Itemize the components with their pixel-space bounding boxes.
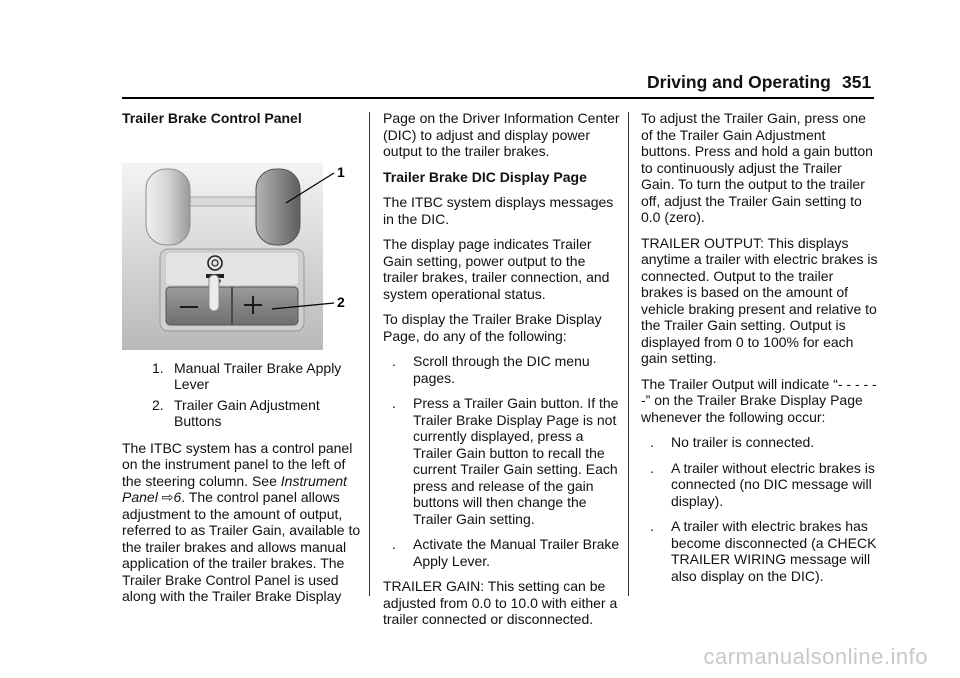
paragraph: The display page indicates Trailer Gain setting, power output to the trailer brakes, trailer connection, and system operational status. [383,236,610,302]
paragraph: To display the Trailer Brake Display Page, do any of the following: [383,311,602,344]
watermark: carmanualsonline.info [703,644,928,669]
bullet-item: . Activate the Manual Trailer Brake Apply Lever. [392,536,620,569]
section-heading: Trailer Brake Control Panel [122,110,302,126]
paragraph: TRAILER OUTPUT: This displays anytime a trailer with electric brakes is connected. Output to the trailer brakes is based on the amount of vehicle braking present and relative to the Trailer Gain setting. Output is displayed from 0 to 100% for each gain setting. [641,234,878,366]
paragraph: Page on the Driver Information Center (DIC) to adjust and display power output to the trailer brakes. [383,110,620,159]
bullet-item: . Scroll through the DIC menu pages. [392,353,590,386]
callout-2: 2 [337,293,345,310]
callout-1: 1 [337,163,345,180]
bullet-item: . Press a Trailer Gain button. If the Trailer Brake Display Page is not currently displayed, press a Trailer Gain button to recall the current Trailer Gain setting. Each press and release of the gain buttons will then change the Trailer Gain setting. [392,395,619,527]
page-ref-icon: ⇨ [161,489,174,505]
section-heading: Trailer Brake DIC Display Page [383,168,587,185]
paragraph: To adjust the Trailer Gain, press one of the Trailer Gain Adjustment buttons. Press and hold a gain button to continuously adjust the Trailer Gain. To turn the output to the trailer off, adjust the Trailer Gain setting to 0.0 (zero). [641,110,873,225]
bullet-item: . A trailer without electric brakes is connected (no DIC message will display). [650,459,875,509]
paragraph: TRAILER GAIN: This setting can be adjusted from 0.0 to 10.0 with either a trailer connected or disconnected. [383,578,618,627]
control-panel-illustration [122,145,362,350]
column-divider [369,112,370,596]
paragraph: The ITBC system displays messages in the DIC. [383,194,614,227]
bullet-item: . No trailer is connected. [650,434,815,450]
intro-paragraph: The ITBC system has a control panel on the instrument panel to the left of the steering column. See Instrument Panel ⇨6. The control panel allows adjustment to the amount of output, referred to as Trailer Gain, available to the trailer brakes and allows manual application of the trailer brakes. The Trailer Brake Control Panel is used along with the Trailer Brake Display [122,439,361,604]
instrument-panel-link[interactable]: Instrument Panel [122,472,347,505]
header-rule [122,97,874,99]
page-number: 351 [842,72,872,92]
column-1 [122,110,362,614]
column-2 [383,110,623,637]
column-divider [628,112,629,596]
callout-item: 2. Trailer Gain Adjustment Buttons [152,396,320,429]
bullet-item: . A trailer with electric brakes has become disconnected (a CHECK TRAILER WIRING message will also display on the DIC). [650,518,877,584]
callout-list [122,360,362,430]
callout-item: 1. Manual Trailer Brake Apply Lever [152,359,342,392]
column-3 [641,110,879,593]
page-ref: 6 [173,489,182,505]
control-panel-figure [122,145,362,350]
paragraph: The Trailer Output will indicate “- - - - - -” on the Trailer Brake Display Page whenever the following occur: [641,375,877,425]
section-title: Driving and Operating [647,72,831,92]
